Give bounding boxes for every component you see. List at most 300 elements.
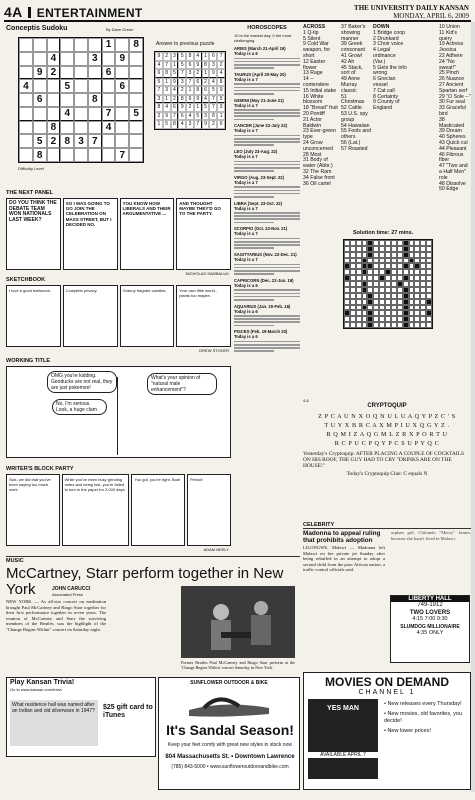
answer-cell: 9	[171, 78, 179, 87]
sudoku-cell[interactable]	[115, 107, 129, 121]
sudoku-cell[interactable]	[19, 134, 33, 148]
answer-cell: 5	[194, 112, 202, 121]
answer-cell: 4	[194, 52, 202, 61]
horoscope-sign: PISCES (Feb. 19-March 20)	[234, 329, 288, 335]
trivia-url[interactable]: Go to www.kansan.com/trivia	[10, 687, 62, 692]
text-line	[234, 190, 300, 192]
horoscope-rating: Today is a 6	[234, 334, 258, 340]
horoscope-text-lines	[234, 341, 300, 352]
sudoku-cell[interactable]	[47, 79, 61, 93]
text-line	[234, 93, 274, 95]
crossword-clue: 24 Grow unconcerned	[303, 139, 333, 152]
puzzle-date: 4-6	[303, 398, 309, 403]
sudoku-cell[interactable]	[88, 79, 102, 93]
answer-cell: 6	[155, 69, 163, 78]
sudoku-cell[interactable]: 8	[47, 121, 61, 135]
horoscope-entry	[234, 252, 300, 275]
sudoku-cell[interactable]: 2	[47, 66, 61, 80]
text-line	[234, 196, 274, 198]
sudoku-cell[interactable]	[129, 52, 143, 66]
sudoku-cell[interactable]	[74, 79, 88, 93]
sudoku-cell[interactable]	[115, 134, 129, 148]
sketchbook-strip	[6, 285, 231, 347]
sunflower-tagline: Keep your feet comfy with great new styles in stock now	[168, 742, 292, 748]
sudoku-cell[interactable]	[60, 148, 74, 162]
sudoku-cell[interactable]: 9	[33, 66, 47, 80]
horoscope-sign: VIRGO (Aug. 23-Sept. 22)	[234, 174, 285, 180]
music-byline: JOHN CARUCCI	[52, 586, 91, 592]
crossword-clue: 54 Hawaiian	[341, 122, 370, 129]
cryptoquip-line: B Q M I Z A Q G M L Z R X P O R T U	[326, 431, 448, 438]
text-line	[234, 119, 274, 121]
crossword-clue: 9 Cold War weapon, for short	[303, 41, 331, 59]
text-line	[234, 186, 300, 188]
answer-cell: 5	[217, 95, 225, 104]
sudoku-cell[interactable]	[33, 52, 47, 66]
trivia-ad[interactable]	[6, 677, 156, 757]
answer-cell: 5	[171, 69, 179, 78]
comic-panel: Sick, we did that you've been saying too much work.	[6, 474, 60, 546]
concert-photo-image	[181, 586, 295, 658]
crossword-clue: 20 Pontiff	[303, 110, 325, 117]
answer-cell: 3	[202, 112, 210, 121]
text-line	[234, 293, 300, 295]
sunflower-headline: It's Sandal Season!	[166, 722, 294, 738]
sudoku-cell[interactable]: 8	[129, 38, 143, 52]
crossword-clue: 32 The Ram	[303, 168, 332, 175]
section-title: ENTERTAINMENT	[36, 6, 143, 20]
sudoku-cell[interactable]	[129, 121, 143, 135]
celebrity-body: LILONGWE, Malawi — Madonna left Malawi on her private jet Sunday after being rebuffed in an attempt to adopt a second child from the poor African nation, a traffic control officials said.	[303, 545, 385, 573]
text-line	[234, 112, 300, 114]
text-line	[234, 318, 300, 320]
sudoku-cell[interactable]	[19, 93, 33, 107]
sudoku-cell[interactable]	[60, 38, 74, 52]
text-line	[234, 144, 274, 146]
sudoku-cell[interactable]	[102, 93, 116, 107]
celebrity-headline: Madonna to appeal ruling that prohibits adoption	[303, 530, 381, 544]
answer-cell: 2	[186, 103, 194, 112]
answer-cell: 6	[217, 120, 225, 129]
working-title-strip	[6, 366, 231, 458]
horoscope-rating: Today is a 7	[234, 154, 258, 159]
sudoku-cell[interactable]	[47, 107, 61, 121]
answer-cell: 5	[178, 61, 186, 70]
next-panel-author: NICHOLAS SAMBALUK	[185, 271, 229, 276]
text-line	[234, 238, 300, 240]
sudoku-cell[interactable]	[19, 38, 33, 52]
answer-cell: 1	[217, 112, 225, 121]
crossword-clue: 1 Bridge coop	[373, 29, 406, 36]
horoscope-rating: Today is a 7	[234, 257, 258, 262]
horoscope-entry	[234, 278, 300, 301]
sudoku-cell[interactable]	[88, 66, 102, 80]
sudoku-cell[interactable]	[19, 107, 33, 121]
comic-panel: Your own little world... plants too maybe.	[176, 285, 231, 347]
text-line	[234, 135, 300, 137]
sudoku-cell[interactable]: 7	[115, 148, 129, 162]
horoscope-text-lines	[234, 212, 300, 223]
sudoku-cell[interactable]: 8	[88, 93, 102, 107]
crossword-clue: 10 Union	[439, 24, 460, 30]
sudoku-cell[interactable]	[33, 107, 47, 121]
sudoku-difficulty: Difficulty Level	[18, 166, 44, 171]
answer-cell: 8	[202, 61, 210, 70]
crossword-clue: 29 "O Sole --"	[439, 93, 471, 100]
sudoku-cell[interactable]: 9	[115, 52, 129, 66]
theater-name: LIBERTY HALL	[391, 596, 469, 602]
horoscope-text-lines	[234, 264, 300, 275]
header-divider	[28, 7, 31, 18]
crossword-grid[interactable]	[343, 239, 433, 329]
sketchbook-title: SKETCHBOOK	[6, 277, 46, 283]
text-line	[234, 299, 274, 301]
crossword-clue: 30 Fur seal	[439, 99, 465, 106]
horoscope-text-lines	[234, 161, 300, 172]
comic-panel: DO YOU THINK THE DEBATE TEAM WON NATIONALS LAST WEEK?	[6, 198, 61, 270]
music-body: NEW YORK — As all-star concert on meditation brought Paul McCartney and Ringo Starr together for their first performance together in seven years. The reunion of McCartney and Starr the surviving members of the Beatles, was the highlight of the "Change Begins Within" concert on Saturday night.	[6, 599, 106, 632]
answer-cell: 7	[163, 61, 171, 70]
horoscope-sign: ARIES (March 21-April 19)	[234, 46, 286, 51]
down-title: DOWN	[373, 24, 390, 30]
page-edge	[471, 22, 475, 792]
sudoku-cell[interactable]: 6	[33, 93, 47, 107]
horoscope-entry	[234, 98, 300, 121]
sudoku-cell[interactable]	[47, 38, 61, 52]
answer-cell: 2	[163, 52, 171, 61]
sudoku-cell[interactable]: 8	[33, 148, 47, 162]
answer-cell: 3	[186, 120, 194, 129]
text-line	[234, 167, 300, 169]
answer-cell: 7	[171, 112, 179, 121]
crossword-clue: 39 Dream	[439, 128, 462, 135]
horoscope-text-lines	[234, 135, 300, 146]
movie-name: YES MAN	[327, 705, 359, 712]
sudoku-cell[interactable]	[115, 38, 129, 52]
sudoku-cell[interactable]	[102, 52, 116, 66]
sudoku-section	[6, 25, 231, 185]
crossword-clue: 4 Legal ordinance (Var.)	[373, 47, 396, 65]
crossword-clue: 26 Nuance	[439, 76, 465, 83]
page-number: 4A	[4, 4, 23, 20]
answer-cell: 5	[209, 86, 217, 95]
movies-bullet: • New movies, old favorites, you decide!	[384, 711, 463, 724]
film-times: 4:15 7:00 9:30	[412, 616, 448, 622]
text-line	[234, 193, 300, 195]
crossword-clue: 19 Actress Jessica	[439, 41, 464, 54]
crossword-clue: 18 "Bread" fruit	[303, 105, 338, 112]
text-line	[234, 67, 274, 69]
sunflower-ad[interactable]	[158, 677, 300, 790]
crossword-clue: 51 Christmas	[341, 93, 365, 106]
answer-cell: 9	[202, 120, 210, 129]
answer-cell: 8	[209, 112, 217, 121]
horoscope-rating: Today is a 6	[234, 308, 258, 314]
answer-cell: 2	[202, 78, 210, 87]
horoscope-sign: LEO (July 23-Aug. 22)	[234, 149, 278, 154]
sudoku-cell[interactable]	[129, 134, 143, 148]
movies-title: MOVIES ON DEMAND	[324, 675, 449, 689]
next-panel-strip	[6, 198, 231, 270]
trivia-prize: $25 gift card to iTunes	[103, 704, 153, 719]
sudoku-cell[interactable]	[115, 93, 129, 107]
text-line	[234, 347, 300, 349]
answer-cell: 8	[155, 103, 163, 112]
sunflower-phone: (785) 843-5000 • www.sunfloweroutdoorandbike.com	[171, 764, 289, 770]
answer-cell: 3	[209, 61, 217, 70]
movie-available: AVAILABLE APRIL 7	[308, 752, 378, 758]
sudoku-cell[interactable]	[33, 79, 47, 93]
answer-cell: 2	[194, 69, 202, 78]
text-line	[234, 109, 300, 111]
horoscope-rating: Today is a 7	[234, 231, 258, 237]
horoscope-text-lines	[234, 83, 300, 94]
across-clues-2	[341, 25, 371, 153]
crossword-clue: 12 Easter flower	[303, 58, 326, 71]
sudoku-cell[interactable]: 6	[102, 66, 116, 80]
answer-cell: 6	[202, 86, 210, 95]
text-line	[234, 321, 300, 323]
horoscope-entry	[234, 46, 300, 69]
theater-ad[interactable]	[390, 595, 470, 663]
answer-cell: 4	[178, 120, 186, 129]
sudoku-cell[interactable]: 3	[74, 134, 88, 148]
sudoku-cell[interactable]: 4	[60, 107, 74, 121]
crossword-clue: 53 U.S. spy group	[341, 110, 368, 123]
sudoku-cell[interactable]	[19, 148, 33, 162]
sudoku-grid[interactable]	[18, 37, 144, 163]
sudoku-cell[interactable]	[19, 121, 33, 135]
answer-cell: 1	[202, 52, 210, 61]
answer-cell: 6	[186, 95, 194, 104]
sandal-image	[184, 690, 274, 718]
crossword-clue: 47 "Two and a Half Men" role	[439, 163, 468, 181]
crossword-clue: 7 Cat call	[373, 87, 395, 94]
answer-cell: 3	[186, 69, 194, 78]
crossword-clue: 14 -- contendere	[303, 76, 329, 88]
answer-cell: 8	[194, 86, 202, 95]
sudoku-cell[interactable]: 2	[47, 134, 61, 148]
text-line	[234, 218, 300, 220]
sudoku-cell[interactable]: 4	[102, 121, 116, 135]
text-line	[234, 296, 300, 298]
sudoku-answer-title: Answer to previous puzzle	[156, 41, 215, 47]
crossword-clue: 39 Greek consonant	[341, 41, 365, 54]
text-line	[234, 170, 274, 172]
answer-cell: 4	[209, 78, 217, 87]
crossword-clue: 38 Masticated	[439, 116, 465, 129]
sudoku-cell[interactable]	[129, 93, 143, 107]
sudoku-cell[interactable]	[19, 66, 33, 80]
sudoku-cell[interactable]	[47, 93, 61, 107]
crossword-clue: 5 Gets the info wrong	[373, 64, 407, 77]
sudoku-cell[interactable]	[19, 52, 33, 66]
sudoku-cell[interactable]	[74, 148, 88, 162]
movie-poster	[308, 699, 378, 779]
text-line	[234, 270, 300, 272]
sudoku-title: Conceptis Sudoku	[6, 25, 68, 32]
horoscope-sign: TAURUS (April 20-May 20)	[234, 71, 286, 77]
sudoku-cell[interactable]	[74, 38, 88, 52]
answer-cell: 7	[178, 69, 186, 78]
crossword-clue: 16 White blossom	[303, 93, 324, 106]
sudoku-cell[interactable]	[74, 93, 88, 107]
horoscope-sign: SCORPIO (Oct. 23-Nov. 21)	[234, 226, 288, 232]
sudoku-cell[interactable]	[74, 121, 88, 135]
crossword-clue: 50 Edge	[439, 186, 459, 193]
movies-on-demand-ad[interactable]	[303, 672, 471, 790]
sudoku-cell[interactable]	[88, 148, 102, 162]
horoscope-rating: Today is a 7	[234, 76, 258, 82]
sudoku-cell[interactable]: 5	[33, 134, 47, 148]
answer-cell: 5	[163, 120, 171, 129]
horoscope-sign: LIBRA (Sept. 23-Oct. 22)	[234, 200, 283, 206]
text-line	[234, 267, 300, 269]
comic-panel: I love a good bathroom.	[6, 285, 61, 347]
crossword-clue: 37 Baker's showing manner	[341, 24, 366, 42]
horoscope-sign: AQUARIUS (Jan. 20-Feb. 18)	[234, 303, 291, 309]
answer-cell: 9	[178, 103, 186, 112]
crossword-cell[interactable]	[426, 322, 432, 328]
sudoku-cell[interactable]	[74, 66, 88, 80]
header-rule	[4, 20, 471, 22]
text-line	[234, 264, 300, 266]
sudoku-cell[interactable]	[60, 66, 74, 80]
crossword-clue: 55 Fools and others	[341, 128, 371, 141]
answer-cell: 7	[209, 95, 217, 104]
horoscopes-title: HOROSCOPES	[247, 25, 287, 31]
sunflower-address: 804 Massachusetts St. • Downtown Lawrence	[165, 754, 295, 760]
music-byline-2: Associated Press	[52, 592, 83, 597]
answer-cell: 5	[178, 52, 186, 61]
sudoku-cell[interactable]	[115, 121, 129, 135]
sunflower-name: SUNFLOWER OUTDOOR & BIKE	[190, 680, 268, 686]
sudoku-cell[interactable]: 7	[88, 134, 102, 148]
crossword-clue: 28 Most	[303, 151, 322, 158]
photo-caption: Former Beatles Paul McCartney and Ringo Starr perform at the 'Change Begins Within' concert Saturday in New York.	[181, 660, 295, 670]
answer-cell: 3	[217, 103, 225, 112]
text-line	[234, 58, 300, 60]
crossword-clue: 6 Grecian vessel	[373, 76, 396, 88]
sudoku-cell[interactable]: 5	[60, 79, 74, 93]
crossword-clue: 22 Adhere	[439, 52, 463, 59]
sudoku-cell[interactable]	[102, 79, 116, 93]
sudoku-cell[interactable]: 4	[19, 79, 33, 93]
sudoku-cell[interactable]	[102, 134, 116, 148]
horoscopes-column	[234, 25, 300, 580]
issue-date: MONDAY, APRIL 6, 2009	[393, 12, 469, 20]
masthead	[354, 4, 469, 20]
text-line	[234, 244, 300, 246]
sudoku-cell[interactable]	[115, 66, 129, 80]
movies-bullet: • New releases every Thursday!	[384, 701, 462, 707]
horoscopes-intro: 10 is the easiest day, 0 the most challenging.	[234, 33, 292, 43]
comic-panel: YOU KNOW HOW LIBERALS AND THEIR ARGUMENTATIVE ...	[120, 198, 175, 270]
text-line	[234, 325, 274, 327]
comic-panel: You got, you're right. Bad!	[131, 474, 185, 546]
answer-cell: 1	[163, 95, 171, 104]
writers-block-title: WRITER'S BLOCK PARTY	[6, 466, 74, 472]
crossword-clue: 15 Initial stake	[303, 87, 337, 94]
crossword-clue: 3 Choir voice	[373, 41, 404, 48]
answer-cell: 9	[163, 112, 171, 121]
horoscope-text-lines	[234, 315, 300, 326]
speech-bubble: No, I'm serious. Look, a huge clam	[52, 399, 107, 415]
trivia-question: What residence hall was named after an Indian and old silverware in 1947?	[10, 700, 98, 746]
horoscope-entry	[234, 304, 300, 327]
sudoku-cell[interactable]	[129, 66, 143, 80]
sudoku-cell[interactable]: 6	[115, 79, 129, 93]
answer-cell: 9	[209, 69, 217, 78]
answer-cell: 8	[217, 78, 225, 87]
sudoku-cell[interactable]	[88, 121, 102, 135]
sudoku-cell[interactable]	[102, 148, 116, 162]
sudoku-cell[interactable]	[88, 107, 102, 121]
answer-cell: 1	[171, 61, 179, 70]
sudoku-cell[interactable]	[74, 52, 88, 66]
crossword-clue: 23 Ever-green type	[303, 128, 336, 141]
sudoku-cell[interactable]	[129, 148, 143, 162]
concert-photo	[181, 586, 295, 658]
sudoku-cell[interactable]	[60, 93, 74, 107]
horoscope-rating: Today is a 6	[234, 51, 258, 56]
sudoku-cell[interactable]	[33, 38, 47, 52]
cryptoquip-title: CRYPTOQUIP	[367, 403, 407, 409]
sudoku-cell[interactable]	[88, 38, 102, 52]
crossword-clue: 57 Roasted	[341, 145, 368, 152]
sudoku-cell[interactable]: 5	[129, 107, 143, 121]
horoscope-text-lines	[234, 238, 300, 249]
answer-cell: 4	[155, 61, 163, 70]
text-line	[234, 241, 300, 243]
horoscope-rating: Today is a 7	[234, 128, 258, 134]
answer-cell: 9	[155, 52, 163, 61]
answer-cell: 7	[186, 78, 194, 87]
text-line	[234, 83, 300, 85]
sudoku-cell[interactable]	[129, 79, 143, 93]
cryptoquip-line: R C P U C P Q Y P C S U P Y Q C	[334, 440, 440, 447]
sudoku-cell[interactable]	[47, 148, 61, 162]
text-line	[234, 212, 300, 214]
sudoku-cell[interactable]: 3	[88, 52, 102, 66]
sudoku-cell[interactable]: 7	[102, 107, 116, 121]
sudoku-cell[interactable]: 8	[60, 134, 74, 148]
sudoku-cell[interactable]	[33, 121, 47, 135]
sudoku-cell[interactable]: 1	[102, 38, 116, 52]
answer-cell: 3	[171, 52, 179, 61]
answer-cell: 6	[194, 78, 202, 87]
text-line	[234, 141, 300, 143]
sudoku-cell[interactable]	[74, 107, 88, 121]
answer-cell: 3	[155, 95, 163, 104]
horoscope-sign: SAGITTARIUS (Nov. 22-Dec. 21)	[234, 252, 297, 257]
answer-cell: 6	[171, 103, 179, 112]
working-title-title: WORKING TITLE	[6, 358, 50, 364]
sudoku-cell[interactable]: 4	[47, 52, 61, 66]
solution-time: Solution time: 27 mins.	[353, 230, 414, 236]
answer-cell: 4	[217, 69, 225, 78]
crossword-clue: 42 Ah	[341, 58, 355, 65]
comic-panel: SO I WAS GOING TO GO JOIN THE CELEBRATION ON MASS STREET, BUT I DECIDED NO.	[63, 198, 118, 270]
crossword-clue: 34 False front	[303, 174, 335, 181]
sudoku-cell[interactable]	[60, 121, 74, 135]
sudoku-cell[interactable]	[60, 52, 74, 66]
crossword-clue: 1 Q-tip	[303, 29, 319, 36]
writers-block-author: ADAM NEELY	[203, 547, 229, 552]
answer-cell: 7	[155, 86, 163, 95]
text-line	[234, 289, 300, 291]
movies-bullet: • New lower prices!	[384, 728, 431, 734]
